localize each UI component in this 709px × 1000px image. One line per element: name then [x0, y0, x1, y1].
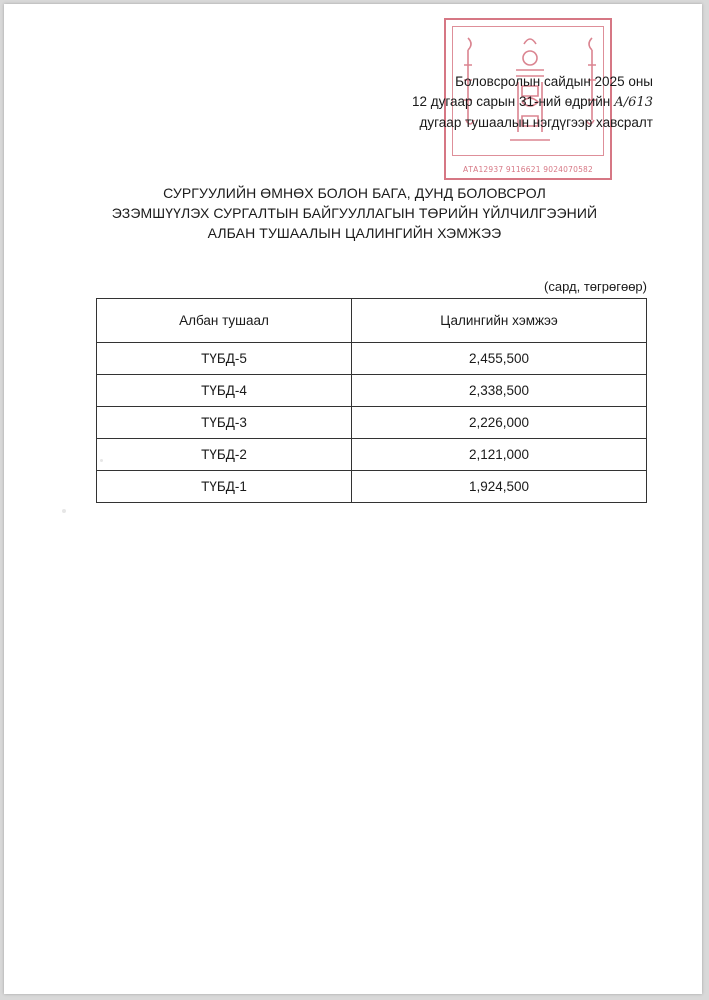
- title-line-1: СУРГУУЛИЙН ӨМНӨХ БОЛОН БАГА, ДУНД БОЛОВСРОЛ: [163, 185, 546, 201]
- approval-line-3: дугаар тушаалын нэгдүгээр хавсралт: [419, 115, 653, 130]
- salary-table: [96, 298, 647, 503]
- salary-cell: 2,226,000: [352, 407, 647, 439]
- unit-note: (сард, төгрөгөөр): [544, 279, 647, 294]
- position-cell: ТҮБД-1: [97, 471, 352, 503]
- table-row: [97, 407, 647, 439]
- table-row: [97, 343, 647, 375]
- table-row: [97, 375, 647, 407]
- seal-registration-code: АТА12937 9116621 9024070582: [463, 165, 593, 174]
- title-line-3: АЛБАН ТУШААЛЫН ЦАЛИНГИЙН ХЭМЖЭЭ: [207, 225, 502, 241]
- table-row: [97, 471, 647, 503]
- salary-cell: 2,338,500: [352, 375, 647, 407]
- approval-line-1: Боловсролын сайдын 2025 оны: [455, 74, 653, 89]
- salary-cell: 1,924,500: [352, 471, 647, 503]
- position-cell: ТҮБД-3: [97, 407, 352, 439]
- document-title: [0, 183, 709, 243]
- column-header-salary: Цалингийн хэмжээ: [352, 299, 647, 343]
- position-cell: ТҮБД-5: [97, 343, 352, 375]
- position-cell: ТҮБД-2: [97, 439, 352, 471]
- position-cell: ТҮБД-4: [97, 375, 352, 407]
- column-header-position: Албан тушаал: [97, 299, 352, 343]
- approval-annotation: [412, 72, 653, 133]
- title-line-2: ЭЗЭМШҮҮЛЭХ СУРГАЛТЫН БАЙГУУЛЛАГЫН ТӨРИЙН ҮЙЛЧИЛГЭЭНИЙ: [111, 205, 598, 221]
- scan-speck: [62, 509, 66, 513]
- table-row: [97, 439, 647, 471]
- salary-cell: 2,455,500: [352, 343, 647, 375]
- approval-line-2: [412, 92, 653, 113]
- salary-cell: 2,121,000: [352, 439, 647, 471]
- order-number-handwritten: А/613: [613, 95, 653, 110]
- approval-line-2-text: 12 дугаар сарын 31-ний өдрийн: [411, 94, 611, 109]
- table-header-row: [97, 299, 647, 343]
